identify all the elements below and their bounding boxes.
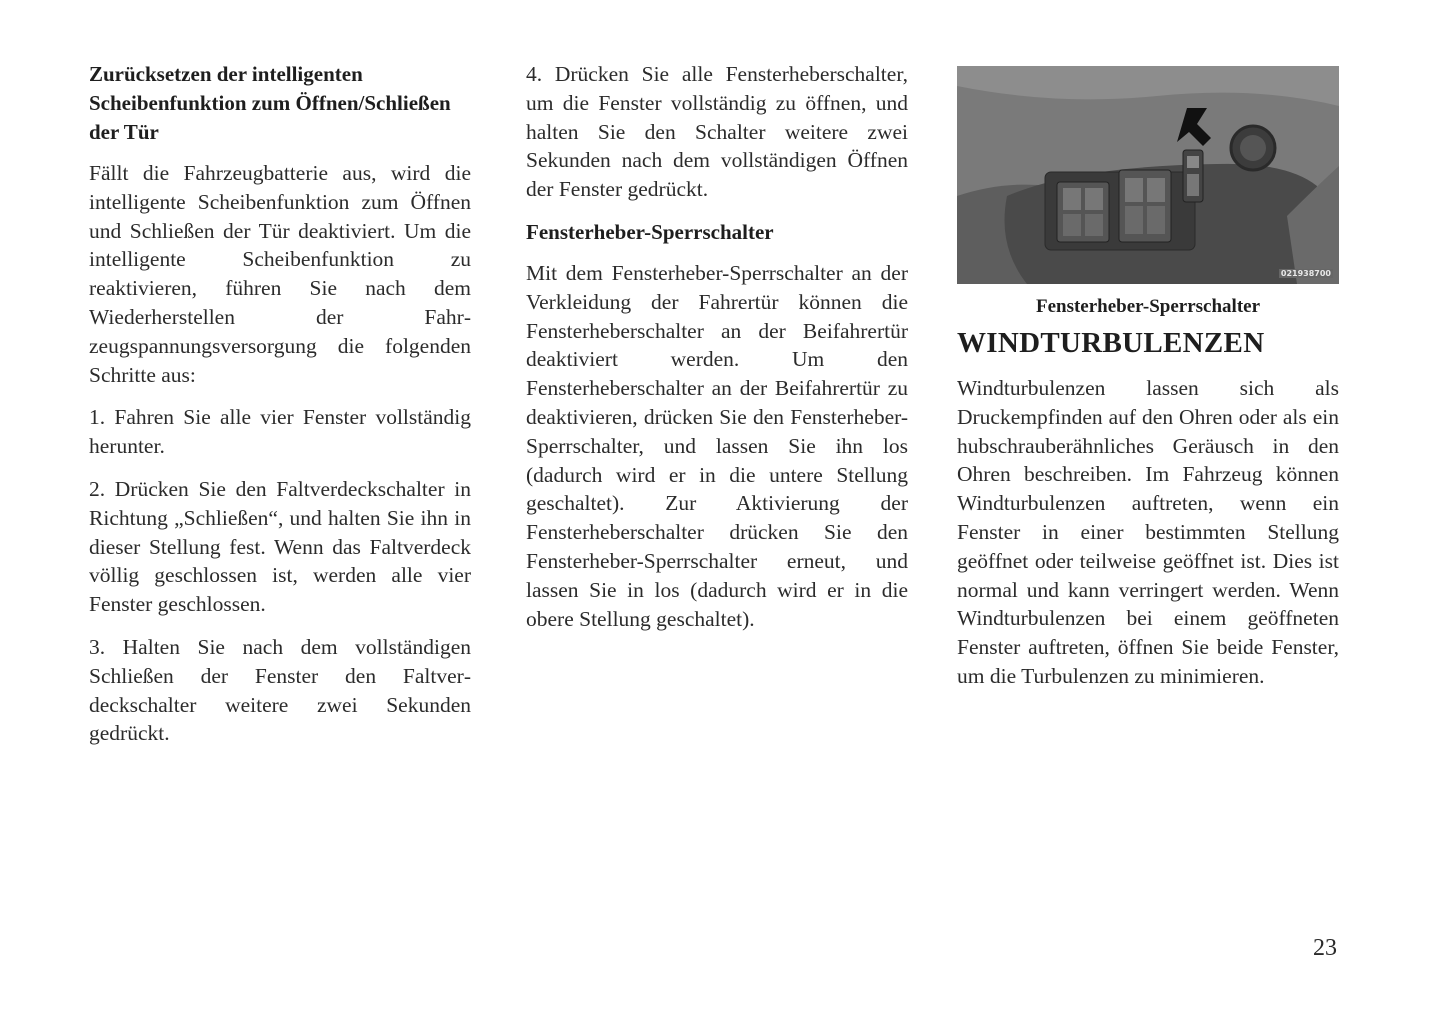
intro-paragraph: Fällt die Fahrzeugbatterie aus, wird die intelligente Scheibenfunktion zum Öffnen und Schließen der Tür deaktiviert. Um die intelligente Scheibenfunktion zu reaktivieren, führen Sie nach dem Wiederherstellen der Fahrzeugspannungsversorgung die folgenden Schritte aus: bbox=[89, 161, 471, 387]
lock-switch-paragraph: Mit dem Fensterheber-Sperrschalter an der Verkleidung der Fahrertür können die Fensterheberschalter an der Beifahrertür deaktiviert werden. Um den Fensterheberschalter an der Beifahrertür zu deaktivieren, drücken Sie den Fensterheber-Sperrschalter, und lassen Sie ihn los (dadurch wird er in die untere Stellung geschaltet). Zur Aktivierung der Fensterheberschalter drücken Sie den Fensterheber-Sperrschalter erneut, und lassen Sie in los (dadurch wird er in die obere Stellung geschaltet). bbox=[526, 260, 908, 631]
wind-turbulence-paragraph: Windturbulenzen lassen sich als Druckempfinden auf den Ohren oder als ein hubschrauberähnliches Geräusch in den Ohren beschreiben. Im Fahrzeug können Windturbulenzen auftreten, wenn ein Fenster in einer bestimmten Stellung geöffnet oder teilweise geöffnet ist. Dies ist normal und kann verringert werden. Wenn Windturbulenzen bei einem geöffneten Fenster auftreten, öffnen Sie beide Fenster, um die Turbulenzen zu minimieren. bbox=[957, 376, 1339, 688]
section-heading-reset: Zurücksetzen der intelligenten Scheibenfunktion zum Öffnen/Schließen der Tür bbox=[89, 62, 451, 144]
section-heading-wind-turbulence: WINDTURBULENZEN bbox=[957, 327, 1265, 359]
step-1: 1. Fahren Sie alle vier Fenster vollständig herunter. bbox=[89, 405, 471, 459]
left-column bbox=[89, 60, 471, 762]
middle-column bbox=[526, 60, 908, 647]
page-number: 23 bbox=[1313, 935, 1337, 961]
right-column bbox=[957, 60, 1339, 705]
step-4: 4. Drücken Sie alle Fensterheberschalter, um die Fenster vollständig zu öffnen, und halten Sie den Schalter weitere zwei Sekunden nach dem vollständigen Öffnen der Fenster gedrückt. bbox=[526, 62, 908, 202]
figure-code: 021938700 bbox=[1280, 269, 1331, 278]
step-3: 3. Halten Sie nach dem vollständigen Schließen der Fenster den Faltverdeckschalter weitere zwei Sekunden gedrückt. bbox=[89, 634, 471, 746]
window-switch-photo bbox=[957, 66, 1339, 284]
door-panel-illustration bbox=[957, 66, 1339, 284]
step-2: 2. Drücken Sie den Faltverdeckschalter in Richtung „Schließen“, und halten Sie ihn in dieser Stellung fest. Wenn das Faltverdeck völlig geschlossen ist, werden alle vier Fenster geschlossen. bbox=[89, 476, 471, 617]
section-heading-lock-switch: Fensterheber-Sperrschalter bbox=[526, 219, 774, 244]
figure-caption: Fensterheber-Sperrschalter bbox=[1035, 296, 1261, 317]
